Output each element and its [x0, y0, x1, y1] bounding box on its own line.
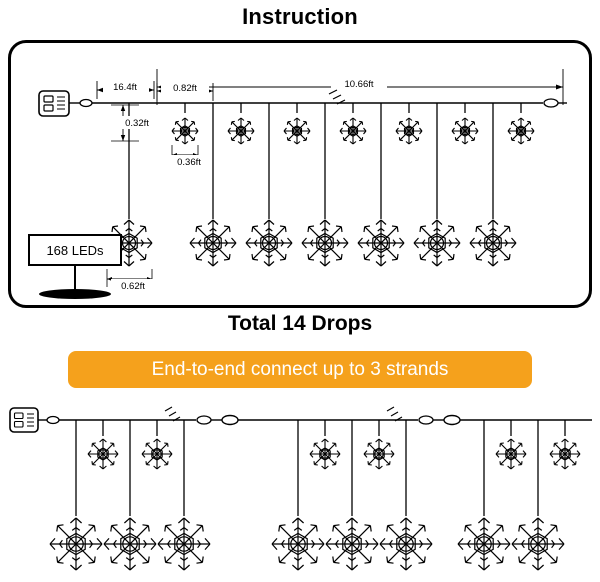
label-drop-spacing: 0.82ft	[173, 83, 197, 94]
dimension-small-snowflake	[167, 145, 211, 168]
total-drops-title: Total 14 Drops	[227, 312, 373, 335]
tail-connector-icon	[544, 99, 567, 107]
strand-2	[222, 407, 444, 570]
label-total-length: 10.66ft	[344, 79, 374, 90]
ellipsis-icon	[165, 407, 180, 421]
snowflake-icon	[508, 118, 534, 144]
strand-chain-svg	[0, 396, 600, 582]
snowflake-icon	[452, 118, 478, 144]
snowflake-icon	[50, 518, 102, 570]
snowflake-icon	[380, 518, 432, 570]
snowflake-icon	[104, 518, 156, 570]
label-short-drop: 0.32ft	[125, 118, 149, 129]
tail-connector-icon	[197, 416, 211, 424]
snowflake-icon	[172, 118, 198, 144]
power-plug-icon	[39, 91, 69, 116]
snowflake-icon	[142, 439, 172, 469]
snowflake-icon	[158, 518, 210, 570]
power-plug-icon	[10, 408, 38, 432]
ellipsis-icon	[329, 90, 345, 104]
strand-1	[10, 407, 222, 570]
label-large-snowflake: 0.62ft	[121, 281, 145, 292]
instruction-svg	[11, 43, 589, 305]
strand-chain-illustration	[0, 396, 600, 582]
snowflake-icon	[458, 518, 510, 570]
led-count-label: 168 LEDs	[46, 243, 104, 258]
led-count-badge	[29, 235, 121, 299]
instruction-panel	[8, 40, 592, 308]
snowflake-icon	[302, 220, 348, 266]
ellipsis-icon	[387, 407, 402, 421]
snowflake-icon	[326, 518, 378, 570]
snowflake-icon	[396, 118, 422, 144]
label-small-snowflake: 0.36ft	[177, 157, 201, 168]
snowflake-icon	[512, 518, 564, 570]
tail-connector-icon	[419, 416, 433, 424]
connect-strands-banner	[68, 351, 532, 388]
snowflake-icon	[358, 220, 404, 266]
snowflake-icon	[190, 220, 236, 266]
snowflake-icon	[414, 220, 460, 266]
page-title: Instruction	[242, 4, 358, 29]
dimension-short-drop	[111, 105, 159, 141]
snowflake-icon	[246, 220, 292, 266]
snowflake-icon	[284, 118, 310, 144]
snowflake-icon	[310, 439, 340, 469]
snowflake-icon	[470, 220, 516, 266]
small-snowflake-row	[172, 118, 534, 144]
snowflake-icon	[340, 118, 366, 144]
snowflake-icon	[272, 518, 324, 570]
instruction-diagram	[11, 43, 589, 305]
strand-3	[444, 416, 592, 571]
snowflake-icon	[228, 118, 254, 144]
label-lead-wire: 16.4ft	[113, 82, 137, 93]
snowflake-icon	[88, 439, 118, 469]
plug-lead-wire	[69, 100, 115, 107]
dimension-drop-spacing	[157, 83, 213, 101]
snowflake-icon	[496, 439, 526, 469]
dimension-lead-wire	[97, 81, 154, 99]
large-snowflake-row	[106, 220, 516, 266]
connect-strands-label: End-to-end connect up to 3 strands	[151, 358, 449, 380]
snowflake-icon	[550, 439, 580, 469]
dimension-large-snowflake	[107, 269, 155, 292]
snowflake-icon	[364, 439, 394, 469]
dimension-total-length	[157, 69, 563, 105]
